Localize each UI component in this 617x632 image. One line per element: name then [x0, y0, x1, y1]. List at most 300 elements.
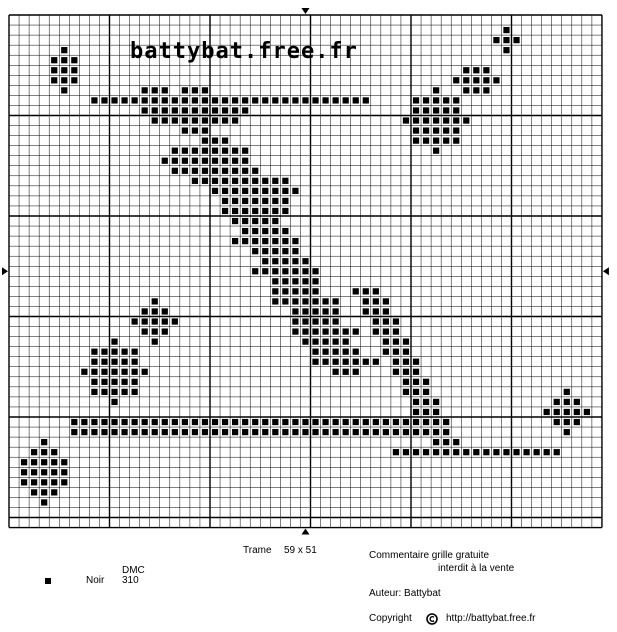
stitch-cell [383, 298, 389, 304]
stitch-cell [453, 117, 459, 123]
stitch-cell [252, 228, 258, 234]
stitch-cell [423, 449, 429, 455]
stitch-cell [282, 208, 288, 214]
stitch-cell [232, 198, 238, 204]
stitch-cell [282, 198, 288, 204]
stitch-cell [61, 459, 67, 465]
stitch-cell [222, 198, 228, 204]
stitch-cell [302, 339, 308, 345]
stitch-cell [403, 379, 409, 385]
stitch-cell [333, 339, 339, 345]
stitch-cell [242, 218, 248, 224]
stitch-cell [262, 268, 268, 274]
stitch-cell [132, 97, 138, 103]
stitch-cell [162, 107, 168, 113]
stitch-cell [343, 97, 349, 103]
stitch-cell [453, 97, 459, 103]
stitch-cell [41, 469, 47, 475]
stitch-cell [544, 409, 550, 415]
stitch-cell [393, 318, 399, 324]
stitch-cell [182, 127, 188, 133]
stitch-cell [152, 107, 158, 113]
stitch-cell [232, 97, 238, 103]
trame-value: 59 x 51 [284, 545, 317, 556]
stitch-cell [111, 369, 117, 375]
stitch-cell [322, 328, 328, 334]
stitch-cell [483, 87, 489, 93]
stitch-cell [292, 238, 298, 244]
stitch-cell [51, 57, 57, 63]
stitch-cell [132, 419, 138, 425]
stitch-cell [463, 67, 469, 73]
stitch-cell [132, 318, 138, 324]
stitch-cell [333, 97, 339, 103]
stitch-cell [142, 107, 148, 113]
center-marker-left-icon [2, 267, 8, 275]
stitch-cell [172, 168, 178, 174]
stitch-cell [433, 439, 439, 445]
stitch-cell [202, 148, 208, 154]
stitch-cell [192, 87, 198, 93]
stitch-cell [212, 168, 218, 174]
stitch-cell [262, 238, 268, 244]
stitch-cell [111, 419, 117, 425]
stitch-cell [262, 188, 268, 194]
stitch-cell [172, 429, 178, 435]
stitch-cell [403, 369, 409, 375]
stitch-cell [343, 429, 349, 435]
stitch-cell [51, 77, 57, 83]
stitch-cell [121, 419, 127, 425]
stitch-cell [433, 399, 439, 405]
stitch-cell [413, 369, 419, 375]
stitch-cell [393, 328, 399, 334]
stitch-cell [232, 168, 238, 174]
stitch-cell [403, 349, 409, 355]
stitch-cell [262, 429, 268, 435]
stitch-cell [222, 158, 228, 164]
stitch-cell [152, 318, 158, 324]
stitch-cell [91, 369, 97, 375]
stitch-cell [192, 117, 198, 123]
stitch-cell [373, 419, 379, 425]
stitch-cell [142, 429, 148, 435]
stitch-cell [292, 419, 298, 425]
stitch-cell [61, 57, 67, 63]
stitch-cell [91, 429, 97, 435]
copyright-icon [426, 613, 438, 625]
stitch-cell [71, 419, 77, 425]
stitch-cell [272, 228, 278, 234]
stitch-cell [343, 359, 349, 365]
stitch-cell [403, 117, 409, 123]
stitch-cell [363, 97, 369, 103]
stitch-cell [564, 419, 570, 425]
stitch-cell [322, 97, 328, 103]
stitch-cell [443, 449, 449, 455]
stitch-cell [61, 479, 67, 485]
stitch-cell [121, 369, 127, 375]
stitch-cell [373, 318, 379, 324]
stitch-cell [202, 178, 208, 184]
stitch-cell [333, 419, 339, 425]
stitch-cell [433, 107, 439, 113]
stitch-cell [272, 258, 278, 264]
stitch-cell [222, 419, 228, 425]
stitch-cell [111, 429, 117, 435]
stitch-cell [513, 37, 519, 43]
stitch-cell [423, 97, 429, 103]
stitch-cell [31, 479, 37, 485]
stitch-cell [242, 419, 248, 425]
stitch-cell [232, 117, 238, 123]
stitch-cell [272, 198, 278, 204]
stitch-cell [473, 77, 479, 83]
stitch-cell [333, 359, 339, 365]
stitch-cell [61, 77, 67, 83]
stitch-cell [71, 77, 77, 83]
stitch-cell [172, 158, 178, 164]
stitch-cell [423, 127, 429, 133]
stitch-cell [483, 67, 489, 73]
stitch-cell [333, 369, 339, 375]
stitch-cell [403, 359, 409, 365]
stitch-cell [423, 409, 429, 415]
stitch-cell [152, 308, 158, 314]
stitch-cell [222, 188, 228, 194]
stitch-cell [232, 188, 238, 194]
stitch-cell [162, 429, 168, 435]
stitch-cell [252, 238, 258, 244]
stitch-cell [453, 127, 459, 133]
stitch-cell [312, 288, 318, 294]
stitch-cell [333, 318, 339, 324]
stitch-cell [322, 308, 328, 314]
stitch-cell [132, 379, 138, 385]
stitch-cell [262, 198, 268, 204]
stitch-cell [312, 268, 318, 274]
stitch-cell [574, 399, 580, 405]
stitch-cell [162, 328, 168, 334]
stitch-cell [21, 459, 27, 465]
stitch-cell [343, 369, 349, 375]
stitch-cell [343, 349, 349, 355]
stitch-cell [212, 107, 218, 113]
stitch-cell [21, 469, 27, 475]
stitch-cell [242, 107, 248, 113]
stitch-cell [272, 419, 278, 425]
stitch-cell [322, 298, 328, 304]
stitch-cell [333, 349, 339, 355]
stitch-cell [443, 429, 449, 435]
stitch-cell [182, 168, 188, 174]
stitch-cell [383, 429, 389, 435]
stitch-cell [443, 107, 449, 113]
stitch-cell [152, 339, 158, 345]
stitch-cell [192, 158, 198, 164]
stitch-cell [81, 429, 87, 435]
stitch-cell [252, 218, 258, 224]
stitch-cell [252, 168, 258, 174]
stitch-cell [584, 409, 590, 415]
stitch-cell [272, 429, 278, 435]
stitch-cell [383, 318, 389, 324]
legend-swatch-noir [45, 578, 51, 584]
stitch-cell [443, 419, 449, 425]
stitch-cell [353, 349, 359, 355]
stitch-cell [192, 178, 198, 184]
stitch-cell [121, 359, 127, 365]
stitch-cell [433, 419, 439, 425]
stitch-cell [192, 107, 198, 113]
stitch-cell [423, 399, 429, 405]
stitch-cell [383, 419, 389, 425]
stitch-cell [272, 298, 278, 304]
stitch-cell [393, 429, 399, 435]
stitch-cell [61, 87, 67, 93]
stitch-cell [272, 288, 278, 294]
stitch-cell [433, 117, 439, 123]
stitch-cell [523, 449, 529, 455]
stitch-cell [433, 148, 439, 154]
stitch-cell [222, 138, 228, 144]
stitch-cell [413, 138, 419, 144]
stitch-cell [403, 449, 409, 455]
stitch-cell [232, 238, 238, 244]
stitch-cell [172, 107, 178, 113]
stitch-cell [202, 168, 208, 174]
stitch-cell [51, 469, 57, 475]
stitch-cell [503, 47, 509, 53]
stitch-cell [222, 117, 228, 123]
stitch-cell [202, 419, 208, 425]
stitch-cell [413, 409, 419, 415]
stitch-cell [413, 419, 419, 425]
stitch-cell [292, 318, 298, 324]
stitch-cell [383, 349, 389, 355]
copyright-label: Copyright [369, 613, 412, 624]
stitch-cell [373, 328, 379, 334]
stitch-cell [41, 459, 47, 465]
stitch-cell [212, 97, 218, 103]
stitch-cell [101, 359, 107, 365]
stitch-cell [302, 258, 308, 264]
stitch-cell [71, 429, 77, 435]
stitch-cell [282, 258, 288, 264]
stitch-cell [232, 208, 238, 214]
stitch-cell [443, 127, 449, 133]
stitch-cell [413, 127, 419, 133]
stitch-cell [343, 419, 349, 425]
stitch-cell [51, 449, 57, 455]
stitch-cell [71, 67, 77, 73]
stitch-cell [423, 379, 429, 385]
stitch-cell [91, 389, 97, 395]
stitch-cell [182, 97, 188, 103]
stitch-cell [312, 278, 318, 284]
stitch-cell [111, 339, 117, 345]
stitch-cell [574, 409, 580, 415]
stitch-cell [292, 97, 298, 103]
stitch-cell [111, 389, 117, 395]
stitch-cell [172, 419, 178, 425]
stitch-cell [121, 379, 127, 385]
stitch-cell [162, 87, 168, 93]
stitch-cell [222, 208, 228, 214]
stitch-cell [312, 97, 318, 103]
stitch-cell [162, 318, 168, 324]
stitch-cell [202, 87, 208, 93]
stitch-cell [312, 308, 318, 314]
stitch-cell [393, 449, 399, 455]
legend-color-name: Noir [86, 575, 105, 586]
comment-line-2: interdit à la vente [438, 563, 515, 574]
stitch-cell [262, 178, 268, 184]
stitch-cell [41, 499, 47, 505]
stitch-cell [182, 158, 188, 164]
stitch-cell [282, 97, 288, 103]
stitch-cell [152, 117, 158, 123]
center-marker-top-icon [301, 8, 309, 14]
center-marker-right-icon [603, 267, 609, 275]
stitch-cell [202, 138, 208, 144]
stitch-cell [413, 389, 419, 395]
stitch-cell [242, 198, 248, 204]
stitch-cell [272, 188, 278, 194]
stitch-cell [31, 489, 37, 495]
stitch-cell [282, 419, 288, 425]
stitch-cell [433, 97, 439, 103]
stitch-cell [111, 399, 117, 405]
stitch-cell [292, 298, 298, 304]
stitch-cell [272, 97, 278, 103]
stitch-cell [162, 308, 168, 314]
stitch-cell [373, 288, 379, 294]
stitch-cell [292, 308, 298, 314]
stitch-cell [242, 158, 248, 164]
stitch-cell [262, 248, 268, 254]
stitch-cell [453, 77, 459, 83]
stitch-cell [262, 228, 268, 234]
stitch-cell [473, 449, 479, 455]
stitch-cell [473, 67, 479, 73]
stitch-cell [121, 429, 127, 435]
stitch-cell [182, 107, 188, 113]
legend-header: DMC [122, 565, 145, 576]
stitch-cell [423, 429, 429, 435]
stitch-cell [564, 429, 570, 435]
stitch-cell [272, 178, 278, 184]
stitch-cell [152, 419, 158, 425]
stitch-cell [101, 369, 107, 375]
stitch-cell [403, 429, 409, 435]
stitch-cell [252, 198, 258, 204]
stitch-cell [132, 429, 138, 435]
stitch-cell [423, 107, 429, 113]
stitch-cell [232, 107, 238, 113]
stitch-cell [232, 148, 238, 154]
stitch-cell [363, 308, 369, 314]
stitch-cell [312, 339, 318, 345]
stitch-cell [443, 97, 449, 103]
stitch-cell [81, 369, 87, 375]
stitch-cell [162, 97, 168, 103]
stitch-cell [383, 308, 389, 314]
stitch-cell [282, 178, 288, 184]
stitch-cell [252, 97, 258, 103]
stitch-cell [242, 168, 248, 174]
stitch-cell [403, 419, 409, 425]
copyright-url[interactable]: http://battybat.free.fr [446, 613, 536, 624]
stitch-cell [232, 429, 238, 435]
stitch-cell [272, 248, 278, 254]
stitch-cell [302, 288, 308, 294]
stitch-cell [202, 158, 208, 164]
stitch-cell [31, 459, 37, 465]
stitch-cell [61, 47, 67, 53]
stitch-cell [443, 439, 449, 445]
center-marker-bottom-icon [301, 529, 309, 535]
stitch-cell [292, 278, 298, 284]
stitch-cell [182, 117, 188, 123]
stitch-cell [312, 328, 318, 334]
stitch-cell [152, 328, 158, 334]
stitch-cell [564, 389, 570, 395]
stitch-cell [51, 479, 57, 485]
stitch-cell [353, 369, 359, 375]
stitch-cell [61, 67, 67, 73]
stitch-cell [91, 419, 97, 425]
stitch-cell [363, 419, 369, 425]
stitch-cell [51, 489, 57, 495]
stitch-cell [152, 429, 158, 435]
stitch-cell [503, 37, 509, 43]
stitch-cell [111, 379, 117, 385]
stitch-cell [71, 57, 77, 63]
stitch-cell [121, 389, 127, 395]
stitch-cell [212, 138, 218, 144]
stitch-cell [41, 439, 47, 445]
stitch-cell [302, 419, 308, 425]
stitch-cell [383, 328, 389, 334]
stitch-cell [111, 97, 117, 103]
stitch-cell [282, 268, 288, 274]
stitch-cell [292, 268, 298, 274]
stitch-cell [413, 399, 419, 405]
stitch-cell [363, 429, 369, 435]
stitch-cell [172, 148, 178, 154]
stitch-cell [132, 389, 138, 395]
stitch-cell [101, 97, 107, 103]
stitch-cell [272, 208, 278, 214]
stitch-cell [31, 469, 37, 475]
stitch-cell [302, 278, 308, 284]
stitch-cell [433, 429, 439, 435]
stitch-cell [373, 429, 379, 435]
stitch-cell [51, 459, 57, 465]
stitch-cell [292, 258, 298, 264]
stitch-cell [262, 258, 268, 264]
stitch-cell [322, 339, 328, 345]
stitch-cell [423, 117, 429, 123]
stitch-cell [182, 87, 188, 93]
stitch-cell [403, 389, 409, 395]
stitch-cell [101, 389, 107, 395]
stitch-cell [152, 97, 158, 103]
stitch-cell [302, 298, 308, 304]
stitch-cell [333, 298, 339, 304]
stitch-cell [554, 409, 560, 415]
